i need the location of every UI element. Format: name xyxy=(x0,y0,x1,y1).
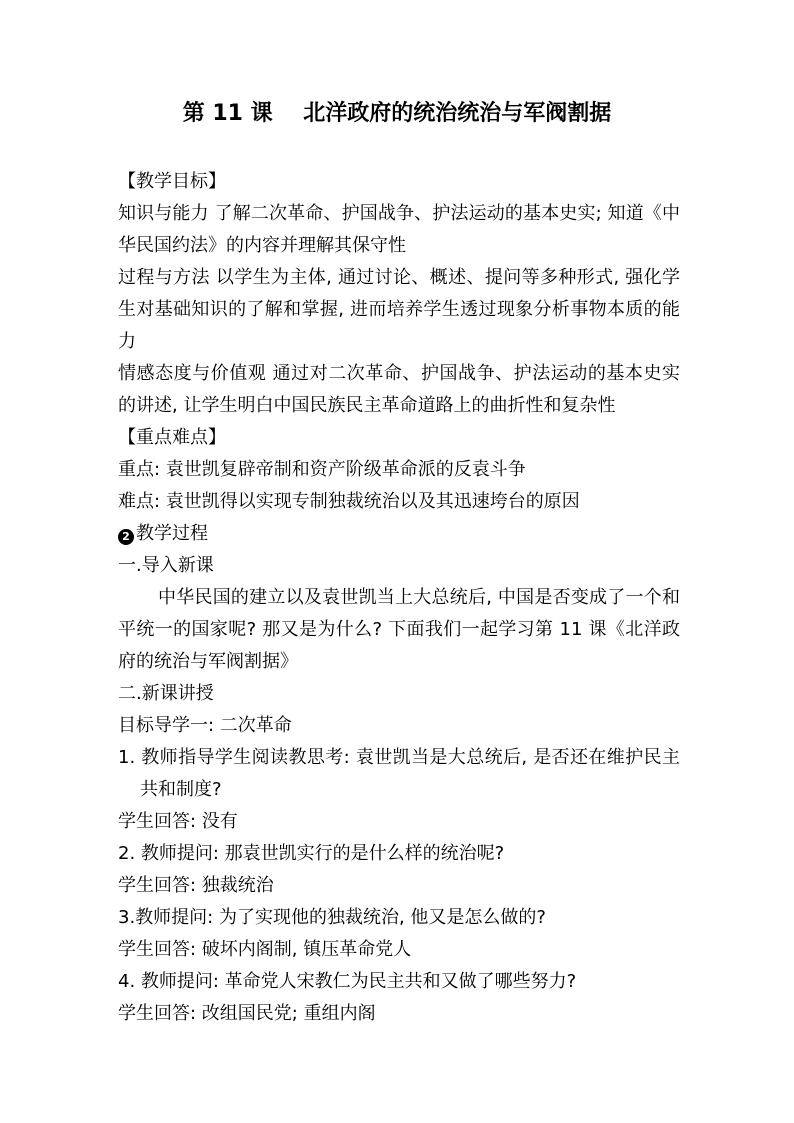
goal-one-heading: 目标导学一: 二次革命 xyxy=(118,715,292,736)
keypoints-heading: 【重点难点】 xyxy=(118,427,226,448)
question-3: 3.教师提问: 为了实现他的独裁统治, 他又是怎么做的? xyxy=(118,907,546,928)
document-title: 第 11 课 北洋政府的统治统治与军阀割据 xyxy=(182,101,612,126)
numbered-bullet-icon: 2 xyxy=(118,529,134,545)
difficulty-point: 难点: 袁世凯得以实现专制独裁统治以及其迅速垮台的原因 xyxy=(118,491,580,512)
objectives-heading: 【教学目标】 xyxy=(118,171,226,192)
intro-paragraph: 中华民国的建立以及袁世凯当上大总统后, 中国是否变成了一个和平统一的国家呢? 那又是为什么? 下面我们一起学习第 11 课《北洋政府的统治与军阀割据》 xyxy=(118,587,680,672)
teaching-process-heading xyxy=(118,518,680,550)
answer-2: 学生回答: 独裁统治 xyxy=(118,875,274,896)
teaching-process-label: 教学过程 xyxy=(136,523,208,544)
key-point: 重点: 袁世凯复辟帝制和资产阶级革命派的反袁斗争 xyxy=(118,459,526,480)
question-4: 4. 教师提问: 革命党人宋教仁为民主共和又做了哪些努力? xyxy=(118,971,577,992)
question-1: 1. 教师指导学生阅读教思考: 袁世凯当是大总统后, 是否还在维护民主共和制度? xyxy=(118,747,680,800)
knowledge-objective: 知识与能力 了解二次革命、护国战争、护法运动的基本史实; 知道《中华民国约法》的内容并理解其保守性 xyxy=(118,203,680,256)
answer-3: 学生回答: 破坏内阁制, 镇压革命党人 xyxy=(118,939,412,960)
new-lesson-heading: 二.新课讲授 xyxy=(118,683,214,704)
emotion-objective: 情感态度与价值观 通过对二次革命、护国战争、护法运动的基本史实的讲述, 让学生明白中国民族民主革命道路上的曲折性和复杂性 xyxy=(118,363,680,416)
process-objective: 过程与方法 以学生为主体, 通过讨论、概述、提问等多种形式, 强化学生对基础知识的了解和掌握, 进而培养学生透过现象分析事物本质的能力 xyxy=(118,267,680,352)
intro-heading: 一.导入新课 xyxy=(118,555,214,576)
answer-1: 学生回答: 没有 xyxy=(118,811,238,832)
question-2: 2. 教师提问: 那袁世凯实行的是什么样的统治呢? xyxy=(118,843,505,864)
document-body xyxy=(118,166,680,1030)
answer-4: 学生回答: 改组国民党; 重组内阁 xyxy=(118,1003,376,1024)
